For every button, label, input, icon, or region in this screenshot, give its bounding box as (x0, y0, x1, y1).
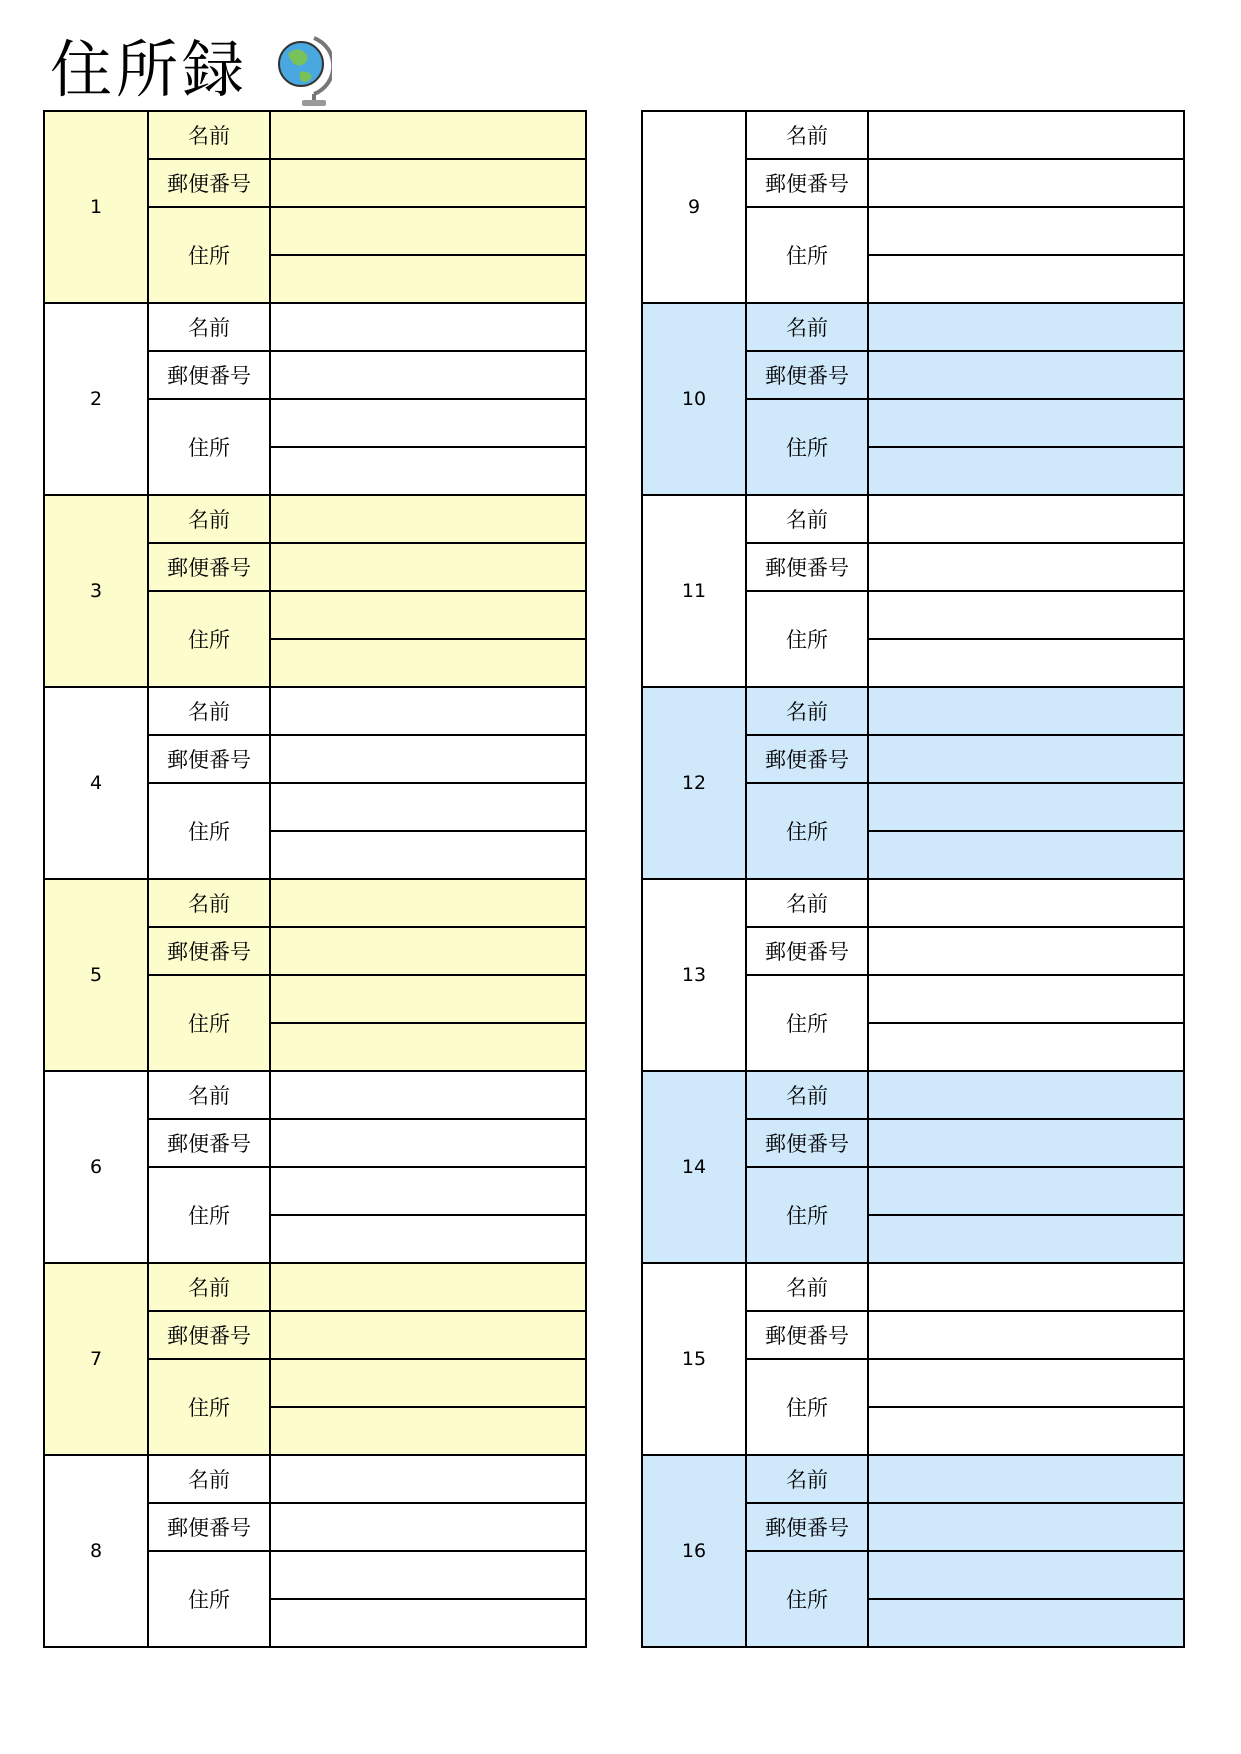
postal-field[interactable] (868, 159, 1184, 207)
name-label: 名前 (746, 687, 868, 735)
entry-number: 16 (642, 1455, 746, 1647)
entry-row (642, 1263, 1184, 1311)
address-field-line2[interactable] (270, 1023, 586, 1071)
name-field[interactable] (868, 1455, 1184, 1503)
name-field[interactable] (270, 1263, 586, 1311)
name-field[interactable] (868, 111, 1184, 159)
postal-field[interactable] (270, 1119, 586, 1167)
address-label: 住所 (148, 1551, 270, 1647)
postal-label: 郵便番号 (746, 543, 868, 591)
entry-row (44, 303, 586, 351)
address-field-line1[interactable] (270, 1167, 586, 1215)
postal-field[interactable] (868, 1503, 1184, 1551)
address-field-line2[interactable] (270, 831, 586, 879)
postal-label: 郵便番号 (148, 1311, 270, 1359)
entry-number: 4 (44, 687, 148, 879)
entry-row (642, 495, 1184, 543)
name-label: 名前 (746, 1455, 868, 1503)
name-field[interactable] (868, 495, 1184, 543)
address-field-line1[interactable] (270, 1359, 586, 1407)
name-label: 名前 (746, 303, 868, 351)
address-field-line2[interactable] (868, 1407, 1184, 1455)
entry-number: 1 (44, 111, 148, 303)
address-field-line2[interactable] (868, 639, 1184, 687)
postal-label: 郵便番号 (746, 1503, 868, 1551)
postal-field[interactable] (270, 159, 586, 207)
postal-field[interactable] (270, 543, 586, 591)
name-label: 名前 (148, 687, 270, 735)
entry-row (642, 111, 1184, 159)
page-title: 住所録 (50, 33, 249, 106)
name-label: 名前 (746, 1071, 868, 1119)
postal-field[interactable] (270, 351, 586, 399)
address-field-line2[interactable] (868, 255, 1184, 303)
entry-row (44, 1263, 586, 1311)
address-table-right (641, 110, 1185, 1648)
address-field-line2[interactable] (868, 831, 1184, 879)
postal-label: 郵便番号 (746, 1119, 868, 1167)
address-field-line2[interactable] (868, 447, 1184, 495)
name-field[interactable] (868, 1071, 1184, 1119)
address-field-line2[interactable] (270, 639, 586, 687)
address-field-line2[interactable] (868, 1215, 1184, 1263)
postal-label: 郵便番号 (148, 927, 270, 975)
postal-field[interactable] (868, 543, 1184, 591)
address-label: 住所 (746, 1167, 868, 1263)
postal-label: 郵便番号 (746, 1311, 868, 1359)
entry-number: 3 (44, 495, 148, 687)
postal-field[interactable] (270, 735, 586, 783)
postal-field[interactable] (868, 735, 1184, 783)
name-label: 名前 (148, 1455, 270, 1503)
entry-row (44, 1071, 586, 1119)
address-label: 住所 (746, 1359, 868, 1455)
address-field-line2[interactable] (270, 1407, 586, 1455)
entry-number: 2 (44, 303, 148, 495)
address-field-line1[interactable] (868, 399, 1184, 447)
address-label: 住所 (148, 591, 270, 687)
name-field[interactable] (270, 687, 586, 735)
name-label: 名前 (746, 495, 868, 543)
name-label: 名前 (746, 111, 868, 159)
address-field-line1[interactable] (868, 783, 1184, 831)
entry-row (642, 687, 1184, 735)
postal-field[interactable] (868, 927, 1184, 975)
postal-label: 郵便番号 (746, 927, 868, 975)
name-label: 名前 (148, 1263, 270, 1311)
address-field-line1[interactable] (270, 1551, 586, 1599)
address-label: 住所 (746, 207, 868, 303)
name-field[interactable] (270, 111, 586, 159)
name-label: 名前 (148, 303, 270, 351)
postal-field[interactable] (868, 351, 1184, 399)
name-label: 名前 (148, 879, 270, 927)
address-label: 住所 (746, 399, 868, 495)
address-field-line1[interactable] (270, 591, 586, 639)
postal-field[interactable] (868, 1311, 1184, 1359)
entry-number: 6 (44, 1071, 148, 1263)
entry-number: 9 (642, 111, 746, 303)
entry-row (44, 1455, 586, 1503)
postal-label: 郵便番号 (148, 351, 270, 399)
address-field-line1[interactable] (868, 1359, 1184, 1407)
entry-number: 5 (44, 879, 148, 1071)
address-field-line2[interactable] (270, 255, 586, 303)
address-field-line2[interactable] (868, 1599, 1184, 1647)
address-field-line1[interactable] (868, 1167, 1184, 1215)
name-field[interactable] (270, 879, 586, 927)
entry-row (44, 687, 586, 735)
address-field-line2[interactable] (868, 1023, 1184, 1071)
entry-number: 12 (642, 687, 746, 879)
entry-row (642, 303, 1184, 351)
header (50, 30, 332, 110)
postal-label: 郵便番号 (746, 159, 868, 207)
globe-icon (274, 32, 332, 108)
name-label: 名前 (746, 879, 868, 927)
entry-row (642, 1455, 1184, 1503)
postal-field[interactable] (270, 927, 586, 975)
name-label: 名前 (148, 111, 270, 159)
address-field-line1[interactable] (868, 207, 1184, 255)
postal-label: 郵便番号 (746, 351, 868, 399)
address-field-line1[interactable] (868, 975, 1184, 1023)
entry-number: 14 (642, 1071, 746, 1263)
postal-label: 郵便番号 (148, 1119, 270, 1167)
entry-number: 13 (642, 879, 746, 1071)
name-field[interactable] (270, 303, 586, 351)
address-field-line1[interactable] (270, 783, 586, 831)
address-field-line1[interactable] (868, 591, 1184, 639)
entry-number: 10 (642, 303, 746, 495)
entry-number: 11 (642, 495, 746, 687)
name-label: 名前 (148, 1071, 270, 1119)
address-label: 住所 (746, 1551, 868, 1647)
name-field[interactable] (868, 1263, 1184, 1311)
postal-label: 郵便番号 (148, 543, 270, 591)
postal-label: 郵便番号 (148, 159, 270, 207)
entry-number: 15 (642, 1263, 746, 1455)
entry-number: 8 (44, 1455, 148, 1647)
name-field[interactable] (270, 495, 586, 543)
address-label: 住所 (746, 975, 868, 1071)
entry-row (44, 879, 586, 927)
entry-row (642, 879, 1184, 927)
address-label: 住所 (148, 783, 270, 879)
postal-label: 郵便番号 (746, 735, 868, 783)
address-field-line1[interactable] (270, 975, 586, 1023)
postal-label: 郵便番号 (148, 1503, 270, 1551)
postal-field[interactable] (868, 1119, 1184, 1167)
name-field[interactable] (270, 1455, 586, 1503)
name-field[interactable] (868, 687, 1184, 735)
postal-field[interactable] (270, 1311, 586, 1359)
address-label: 住所 (148, 399, 270, 495)
address-field-line1[interactable] (868, 1551, 1184, 1599)
address-field-line2[interactable] (270, 1599, 586, 1647)
name-field[interactable] (868, 879, 1184, 927)
address-label: 住所 (148, 1359, 270, 1455)
name-field[interactable] (868, 303, 1184, 351)
address-label: 住所 (148, 975, 270, 1071)
name-field[interactable] (270, 1071, 586, 1119)
address-label: 住所 (746, 591, 868, 687)
address-label: 住所 (746, 783, 868, 879)
entry-row (44, 111, 586, 159)
address-field-line2[interactable] (270, 447, 586, 495)
name-label: 名前 (148, 495, 270, 543)
address-field-line2[interactable] (270, 1215, 586, 1263)
entry-number: 7 (44, 1263, 148, 1455)
postal-label: 郵便番号 (148, 735, 270, 783)
address-table-left (43, 110, 587, 1648)
postal-field[interactable] (270, 1503, 586, 1551)
name-label: 名前 (746, 1263, 868, 1311)
address-label: 住所 (148, 1167, 270, 1263)
address-label: 住所 (148, 207, 270, 303)
entry-row (642, 1071, 1184, 1119)
address-field-line1[interactable] (270, 399, 586, 447)
entry-row (44, 495, 586, 543)
address-field-line1[interactable] (270, 207, 586, 255)
